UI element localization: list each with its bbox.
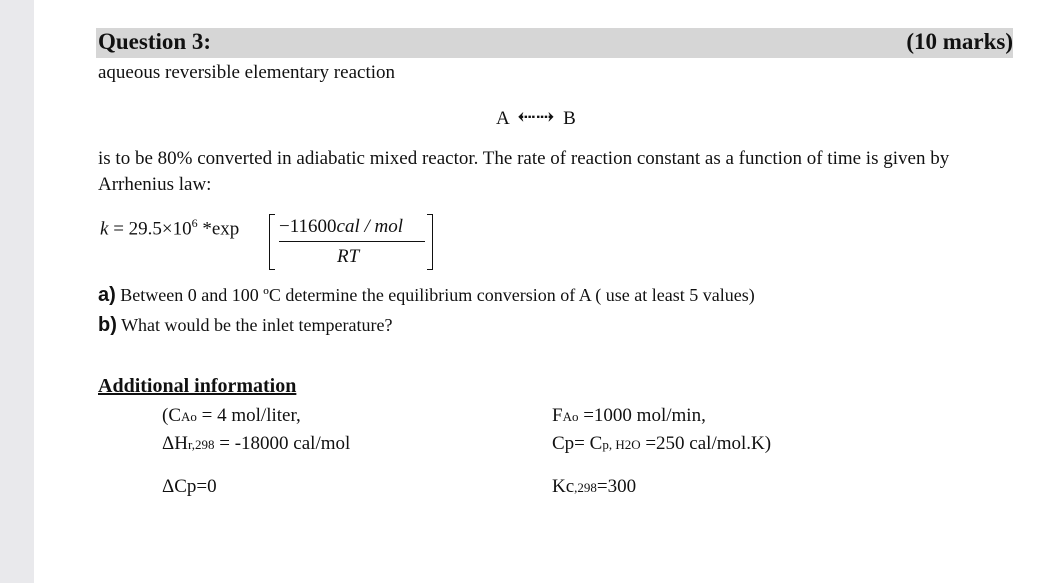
product: B — [563, 108, 576, 129]
info-delta-h-value: = -18000 cal/mol — [214, 433, 351, 454]
problem-paragraph: is to be 80% converted in adiabatic mixed reactor. The rate of reaction constant as a function of time is given by Arrhenius law: — [98, 148, 950, 195]
fraction-numerator — [279, 216, 403, 238]
info-cao-prefix: (C — [162, 405, 181, 426]
info-delta-cp: ΔCp=0 — [162, 476, 217, 497]
reversible-arrow-icon: ⇠⇢ — [517, 104, 555, 129]
info-kc-value: =300 — [596, 476, 637, 497]
reactant: A — [496, 108, 509, 129]
rate-constant-symbol: k — [100, 218, 109, 240]
info-fao-prefix: F — [552, 405, 563, 426]
pre-exponential-factor: = 29.5×10 — [108, 218, 192, 240]
info-cp-subscript: p, H2O — [602, 437, 641, 452]
part-a-label: a) — [98, 284, 116, 306]
part-a-text: Between 0 and 100 ºC determine the equilibrium conversion of A ( use at least 5 values) — [115, 285, 755, 305]
info-kc-subscript: ,298 — [574, 480, 597, 495]
part-b-text: What would be the inlet temperature? — [116, 315, 393, 335]
intro-text: aqueous reversible elementary reaction — [98, 62, 395, 83]
additional-info-title: Additional information — [98, 375, 297, 397]
info-delta-h — [162, 433, 350, 455]
document-page — [34, 0, 1051, 583]
right-bracket — [427, 214, 433, 270]
info-fao-value: =1000 mol/min, — [578, 405, 706, 426]
info-fao-subscript: Ao — [562, 409, 579, 424]
question-header-bar — [96, 28, 1013, 58]
fraction-line — [279, 241, 425, 242]
part-b-label: b) — [98, 314, 117, 336]
fraction-denominator: RT — [337, 246, 360, 267]
info-cp-value: =250 cal/mol.K) — [640, 433, 772, 454]
info-cp-prefix: Cp= C — [552, 433, 603, 454]
info-delta-h-prefix: ΔH — [162, 433, 188, 454]
part-b — [98, 314, 392, 337]
energy-unit: cal / mol — [336, 216, 404, 237]
question-title: Question 3: — [98, 29, 212, 54]
question-marks: (10 marks) — [906, 29, 1013, 54]
activation-energy: −11600 — [279, 216, 337, 237]
info-cp — [552, 433, 771, 455]
info-cao-value: = 4 mol/liter, — [196, 405, 301, 426]
info-delta-h-subscript: r,298 — [187, 437, 215, 452]
left-bracket — [269, 214, 275, 270]
arrhenius-formula-lhs — [100, 216, 239, 240]
reaction-equation — [496, 104, 576, 130]
part-a — [98, 284, 755, 307]
info-fao — [552, 405, 706, 427]
info-cao — [162, 405, 301, 427]
info-kc-prefix: Kc — [552, 476, 575, 497]
exponent: 6 — [191, 216, 198, 230]
info-kc — [552, 476, 636, 498]
exp-operator: *exp — [197, 218, 240, 240]
info-cao-subscript: Ao — [181, 409, 197, 424]
